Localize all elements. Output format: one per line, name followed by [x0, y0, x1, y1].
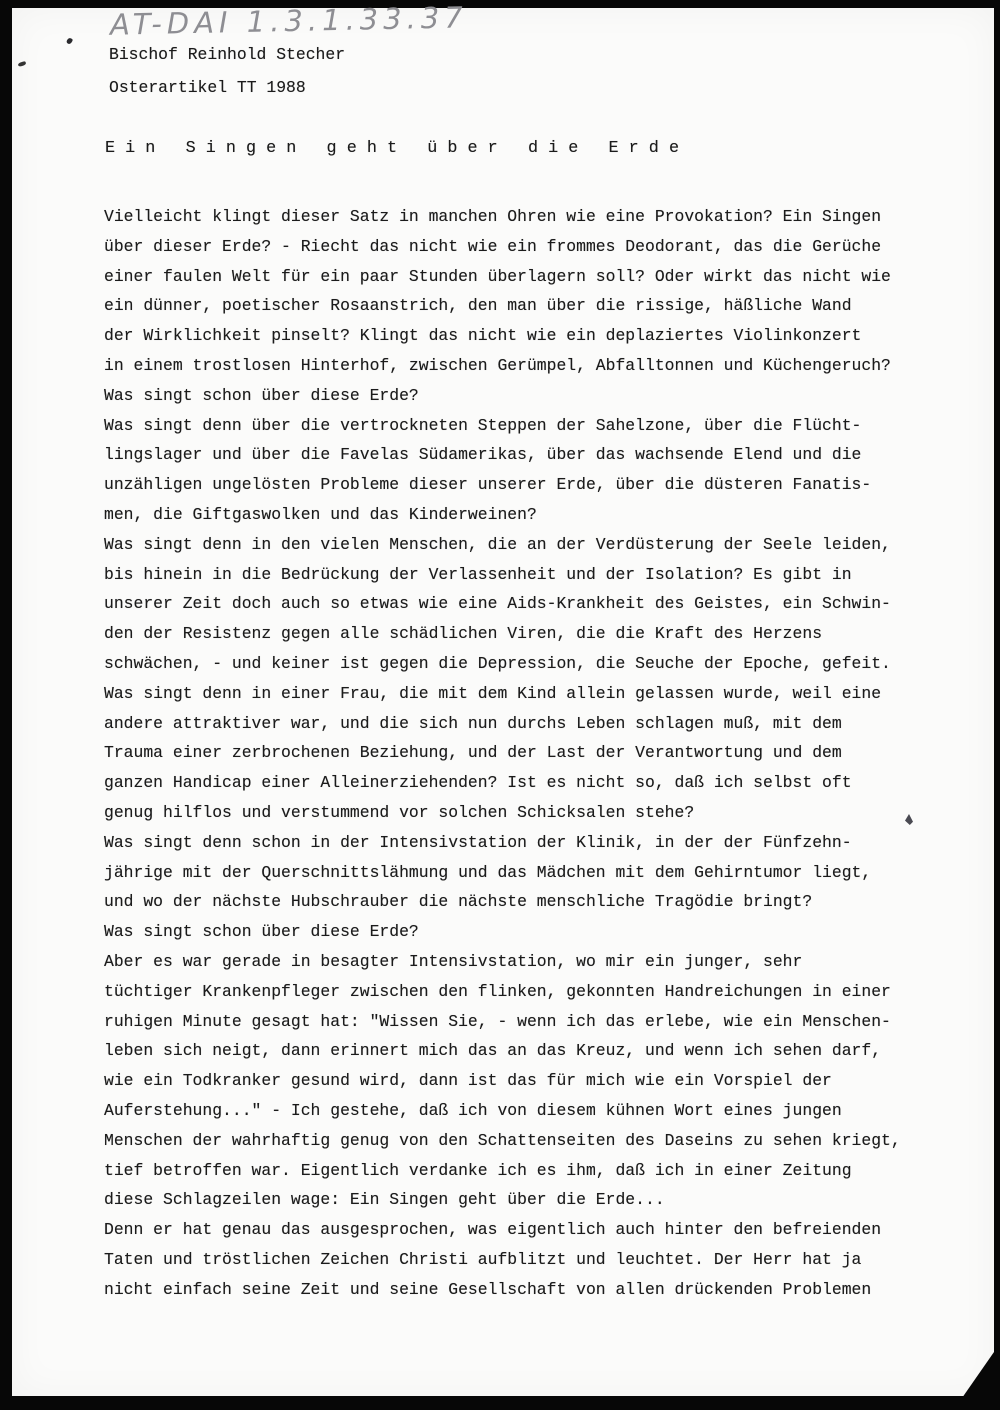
text-line: Aber es war gerade in besagter Intensivstation, wo mir ein junger, sehr — [104, 951, 803, 971]
text-line: einer faulen Welt für ein paar Stunden überlagern soll? Oder wirkt das nicht wie — [104, 266, 891, 286]
text-line: leben sich neigt, dann erinnert mich das an das Kreuz, und wenn ich sehen darf, — [104, 1041, 882, 1061]
text-line: Was singt denn in den vielen Menschen, die an der Verdüsterung der Seele leiden, — [104, 534, 891, 554]
text-line: Was singt denn über die vertrockneten Steppen der Sahelzone, über die Flücht- — [104, 415, 862, 435]
text-line: tüchtiger Krankenpfleger zwischen den flinken, gekonnten Handreichungen in einer — [104, 981, 891, 1001]
text-line: Taten und tröstlichen Zeichen Christi aufblitzt und leuchtet. Der Herr hat ja — [104, 1249, 862, 1269]
text-line: schwächen, - und keiner ist gegen die Depression, die Seuche der Epoche, gefeit. — [104, 653, 891, 673]
text-line: andere attraktiver war, und die sich nun durchs Leben schlagen muß, mit dem — [104, 713, 842, 733]
text-line: genug hilflos und verstummend vor solchen Schicksalen stehe? — [104, 802, 695, 822]
text-line: Menschen der wahrhaftig genug von den Schattenseiten des Daseins zu sehen kriegt, — [104, 1130, 901, 1150]
text-line: ein dünner, poetischer Rosaanstrich, den man über die rissige, häßliche Wand — [104, 296, 852, 316]
text-line: Was singt schon über diese Erde? — [104, 385, 419, 405]
text-line: und wo der nächste Hubschrauber die nächste menschliche Tragödie bringt? — [104, 892, 813, 912]
body-text — [104, 202, 934, 1304]
text-line: jährige mit der Querschnittslähmung und das Mädchen mit dem Gehirntumor liegt, — [104, 862, 872, 882]
document-page — [12, 0, 994, 1396]
ink-speck — [66, 37, 73, 45]
text-line: ruhigen Minute gesagt hat: "Wissen Sie, - wenn ich das erlebe, wie ein Menschen- — [104, 1011, 891, 1031]
document-title: E i n S i n g e n g e h t ü b e r d i e E r d e — [105, 139, 680, 158]
paper-corner-cut — [962, 1352, 994, 1398]
text-line: wie ein Todkranker gesund wird, dann ist das für mich wie ein Vorspiel der — [104, 1071, 832, 1091]
text-line: in einem trostlosen Hinterhof, zwischen Gerümpel, Abfalltonnen und Küchengeruch? — [104, 355, 891, 375]
handwritten-archive-number: AT-DAI 1.3.1.33.37 — [109, 0, 469, 42]
text-line: Was singt denn in einer Frau, die mit dem Kind allein gelassen wurde, weil eine — [104, 683, 882, 703]
text-line: bis hinein in die Bedrückung der Verlassenheit und der Isolation? Es gibt in — [104, 564, 852, 584]
text-line: Auferstehung..." - Ich gestehe, daß ich von diesem kühnen Wort eines jungen — [104, 1100, 842, 1120]
text-line: Was singt schon über diese Erde? — [104, 922, 419, 942]
text-line: ganzen Handicap einer Alleinerziehenden? Ist es nicht so, daß ich selbst oft — [104, 773, 852, 793]
text-line: nicht einfach seine Zeit und seine Gesellschaft von allen drückenden Problemen — [104, 1279, 872, 1299]
text-line: unzähligen ungelösten Probleme dieser unserer Erde, über die düsteren Fanatis- — [104, 475, 872, 495]
text-line: Trauma einer zerbrochenen Beziehung, und der Last der Verantwortung und dem — [104, 743, 842, 763]
text-line: den der Resistenz gegen alle schädlichen Viren, die die Kraft des Herzens — [104, 624, 823, 644]
text-line: der Wirklichkeit pinselt? Klingt das nicht wie ein deplaziertes Violinkonzert — [104, 326, 862, 346]
text-line: unserer Zeit doch auch so etwas wie eine Aids-Krankheit des Geistes, ein Schwin- — [104, 594, 891, 614]
text-line: tief betroffen war. Eigentlich verdanke ich es ihm, daß ich in einer Zeitung — [104, 1160, 852, 1180]
text-line: Denn er hat genau das ausgesprochen, was eigentlich auch hinter den befreienden — [104, 1220, 882, 1240]
text-line: men, die Giftgaswolken und das Kinderweinen? — [104, 504, 537, 524]
text-line: Vielleicht klingt dieser Satz in manchen Ohren wie eine Provokation? Ein Singen — [104, 207, 882, 226]
article-source-line: Osterartikel TT 1988 — [109, 78, 306, 97]
text-line: über dieser Erde? - Riecht das nicht wie ein frommes Deodorant, das die Gerüche — [104, 236, 882, 256]
text-line: Was singt denn schon in der Intensivstation der Klinik, in der der Fünfzehn- — [104, 832, 852, 852]
ink-speck — [18, 61, 27, 67]
author-line: Bischof Reinhold Stecher — [109, 45, 346, 64]
text-line: diese Schlagzeilen wage: Ein Singen geht über die Erde... — [104, 1190, 665, 1210]
text-line: lingslager und über die Favelas Südamerikas, über das wachsende Elend und die — [104, 445, 862, 465]
